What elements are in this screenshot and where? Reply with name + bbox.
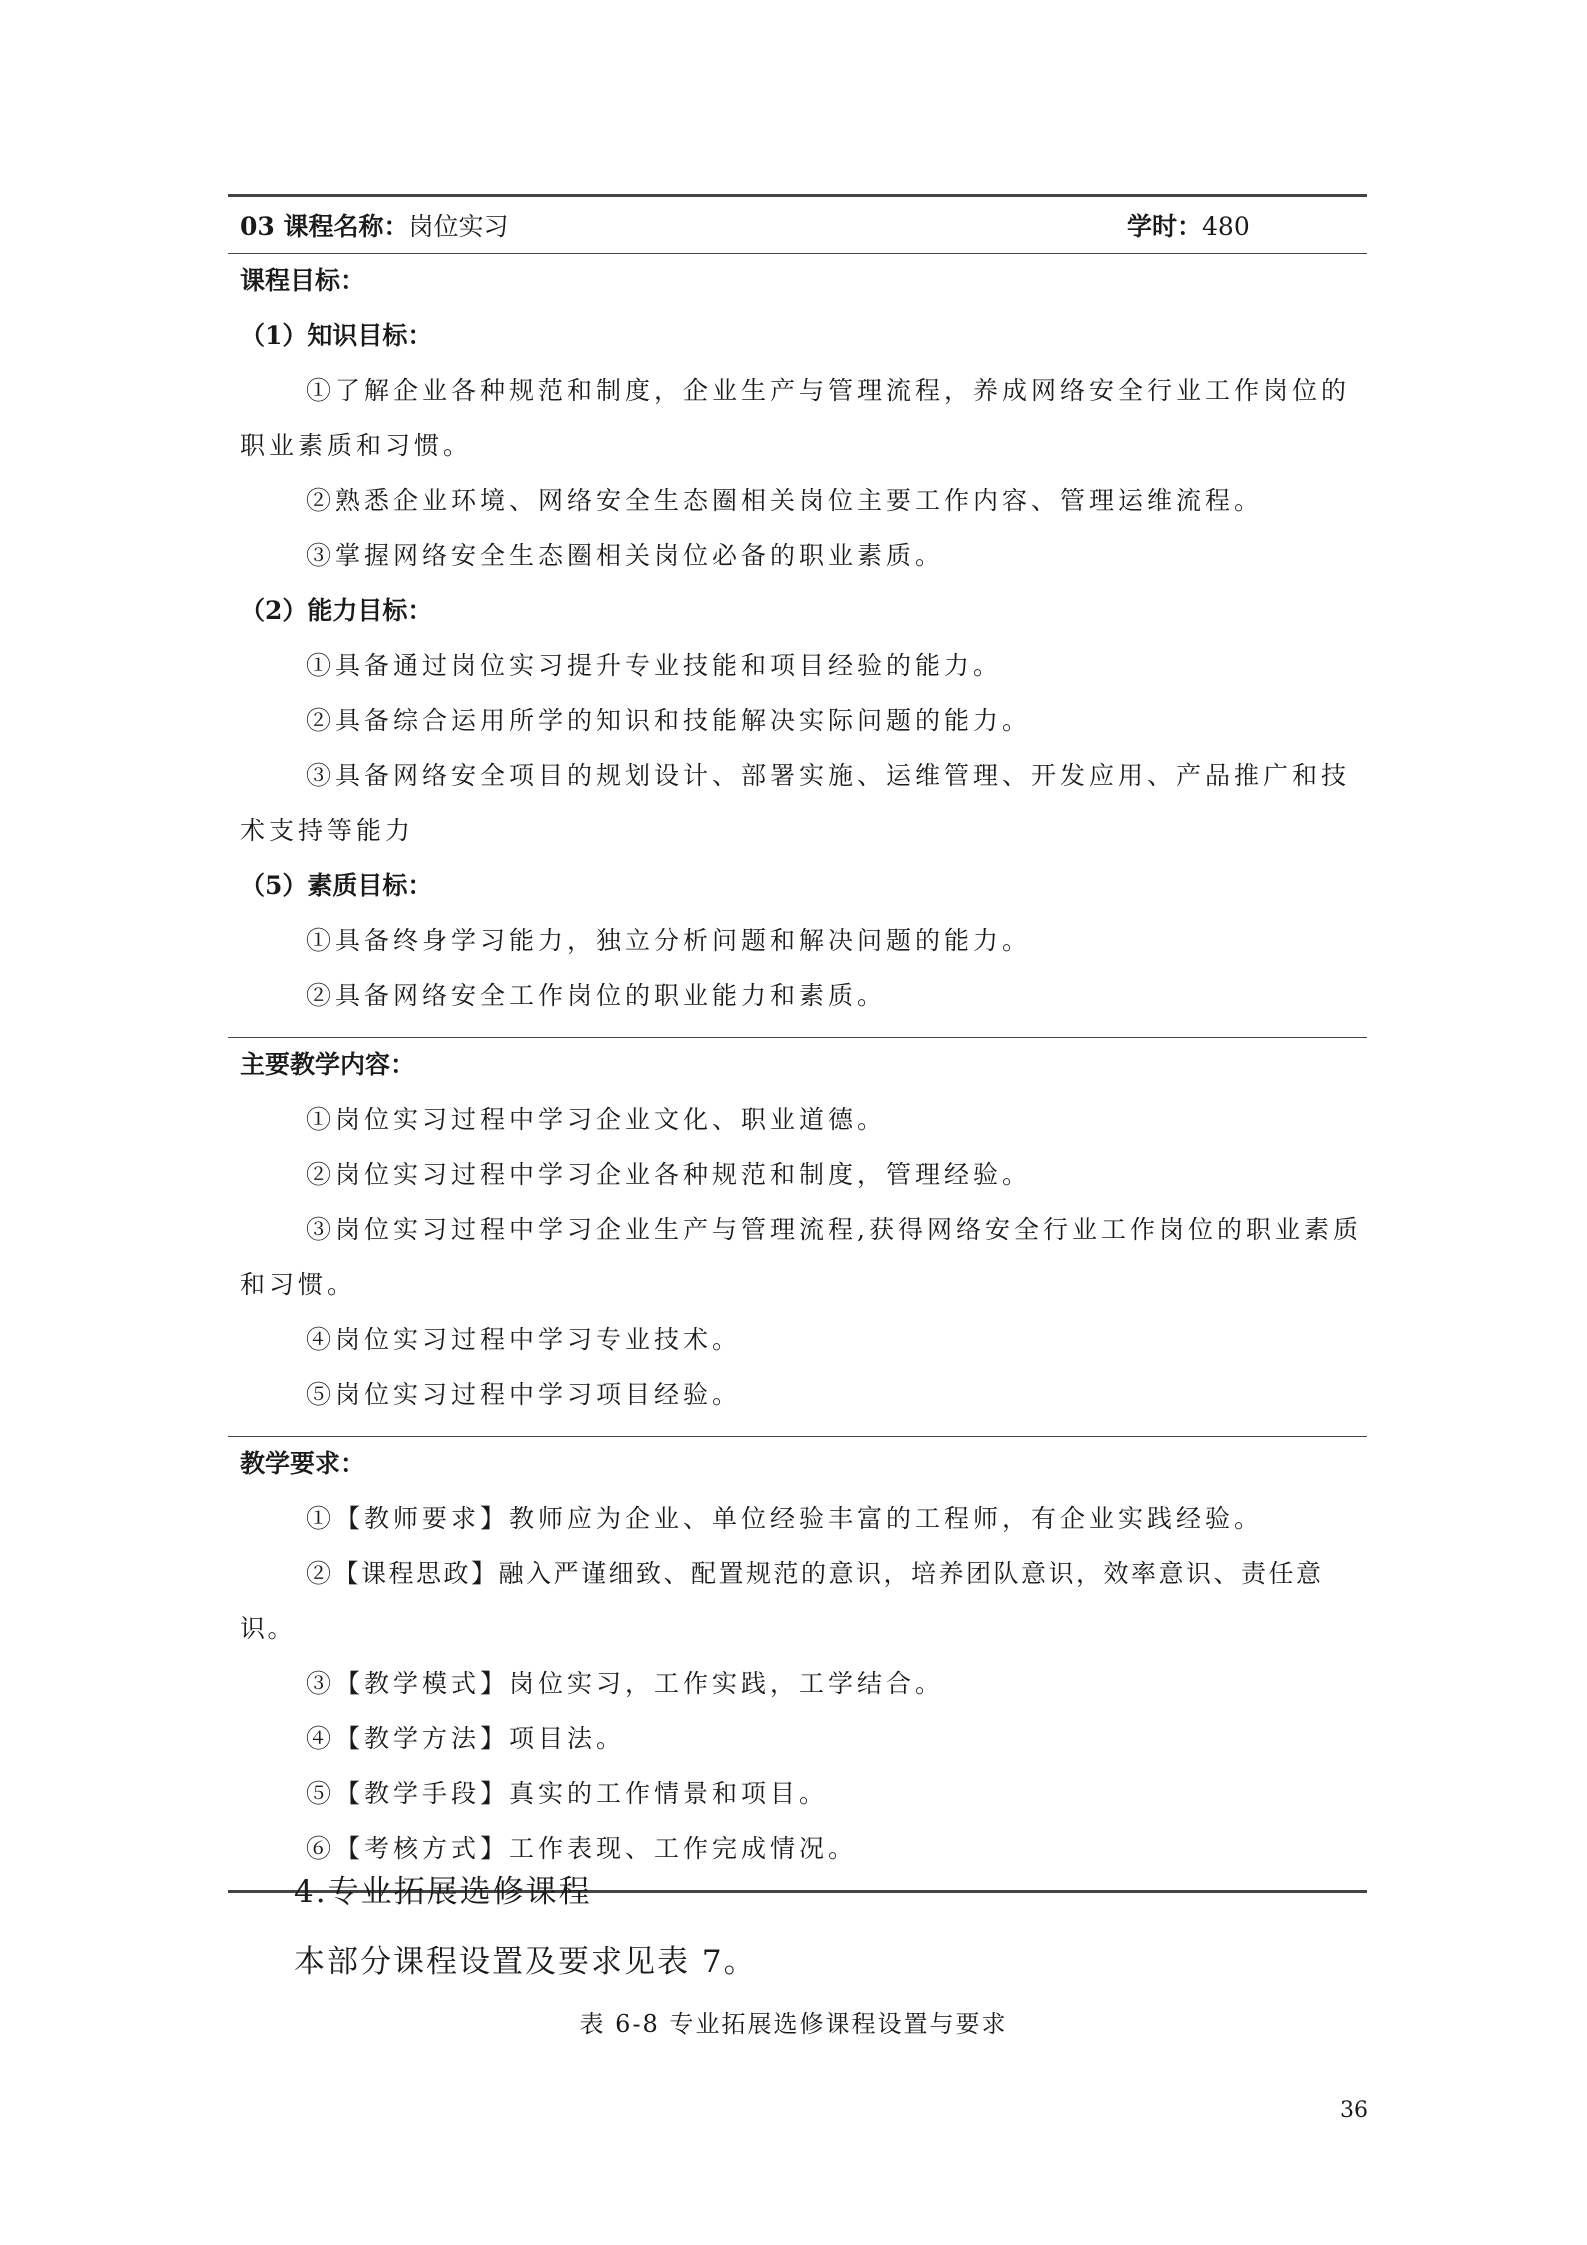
course-name-label: 03 课程名称： <box>240 212 409 241</box>
course-table <box>228 194 1367 1893</box>
requirement-item: ③【教学模式】岗位实习，工作实践，工学结合。 <box>306 1669 945 1698</box>
course-hours-value: 480 <box>1202 212 1250 241</box>
course-header-row <box>228 197 1367 253</box>
course-name-value: 岗位实习 <box>408 212 509 241</box>
quality-item: ①具备终身学习能力，独立分析问题和解决问题的能力。 <box>306 926 1032 955</box>
content-item: ④岗位实习过程中学习专业技术。 <box>306 1325 742 1354</box>
knowledge-title: （1）知识目标： <box>240 321 433 350</box>
requirement-item: ⑥【考核方式】工作表现、工作完成情况。 <box>306 1834 858 1863</box>
ability-title: （2）能力目标： <box>240 596 433 625</box>
page-number: 36 <box>1340 2098 1368 2123</box>
quality-title: （5）素质目标： <box>240 871 433 900</box>
ability-item: ②具备综合运用所学的知识和技能解决实际问题的能力。 <box>306 706 1032 735</box>
content-section <box>228 1038 1367 1436</box>
course-hours-cell <box>1127 207 1367 243</box>
section-heading: 4.专业拓展选修课程 <box>294 1874 592 1910</box>
knowledge-item: ③掌握网络安全生态圈相关岗位必备的职业素质。 <box>306 541 945 570</box>
requirement-item: ②【课程思政】融入严谨细致、配置规范的意识，培养团队意识，效率意识、责任意识。 <box>240 1559 1324 1643</box>
table-caption: 表 6-8 专业拓展选修课程设置与要求 <box>579 2010 1008 2038</box>
course-hours-label: 学时： <box>1127 212 1203 241</box>
requirement-item: ①【教师要求】教师应为企业、单位经验丰富的工程师，有企业实践经验。 <box>306 1504 1264 1533</box>
ability-item: ③具备网络安全项目的规划设计、部署实施、运维管理、开发应用、产品推广和技术支持等能力 <box>240 761 1351 845</box>
section-text: 本部分课程设置及要求见表 7。 <box>294 1944 757 1980</box>
content-item: ①岗位实习过程中学习企业文化、职业道德。 <box>306 1105 887 1134</box>
knowledge-item: ①了解企业各种规范和制度，企业生产与管理流程，养成网络安全行业工作岗位的职业素质和习惯。 <box>240 376 1351 460</box>
requirements-section <box>228 1437 1367 1890</box>
requirement-item: ⑤【教学手段】真实的工作情景和项目。 <box>306 1779 829 1808</box>
objectives-section <box>228 254 1367 1037</box>
content-item: ②岗位实习过程中学习企业各种规范和制度，管理经验。 <box>306 1160 1032 1189</box>
requirement-item: ④【教学方法】项目法。 <box>306 1724 626 1753</box>
content-item: ⑤岗位实习过程中学习项目经验。 <box>306 1380 742 1409</box>
requirements-title: 教学要求： <box>240 1449 366 1478</box>
objectives-title: 课程目标： <box>240 266 366 295</box>
quality-item: ②具备网络安全工作岗位的职业能力和素质。 <box>306 981 887 1010</box>
ability-item: ①具备通过岗位实习提升专业技能和项目经验的能力。 <box>306 651 1003 680</box>
course-name-cell <box>240 207 509 243</box>
content-title: 主要教学内容： <box>240 1050 416 1079</box>
content-item: ③岗位实习过程中学习企业生产与管理流程,获得网络安全行业工作岗位的职业素质和习惯。 <box>240 1215 1362 1299</box>
knowledge-item: ②熟悉企业环境、网络安全生态圈相关岗位主要工作内容、管理运维流程。 <box>306 486 1264 515</box>
